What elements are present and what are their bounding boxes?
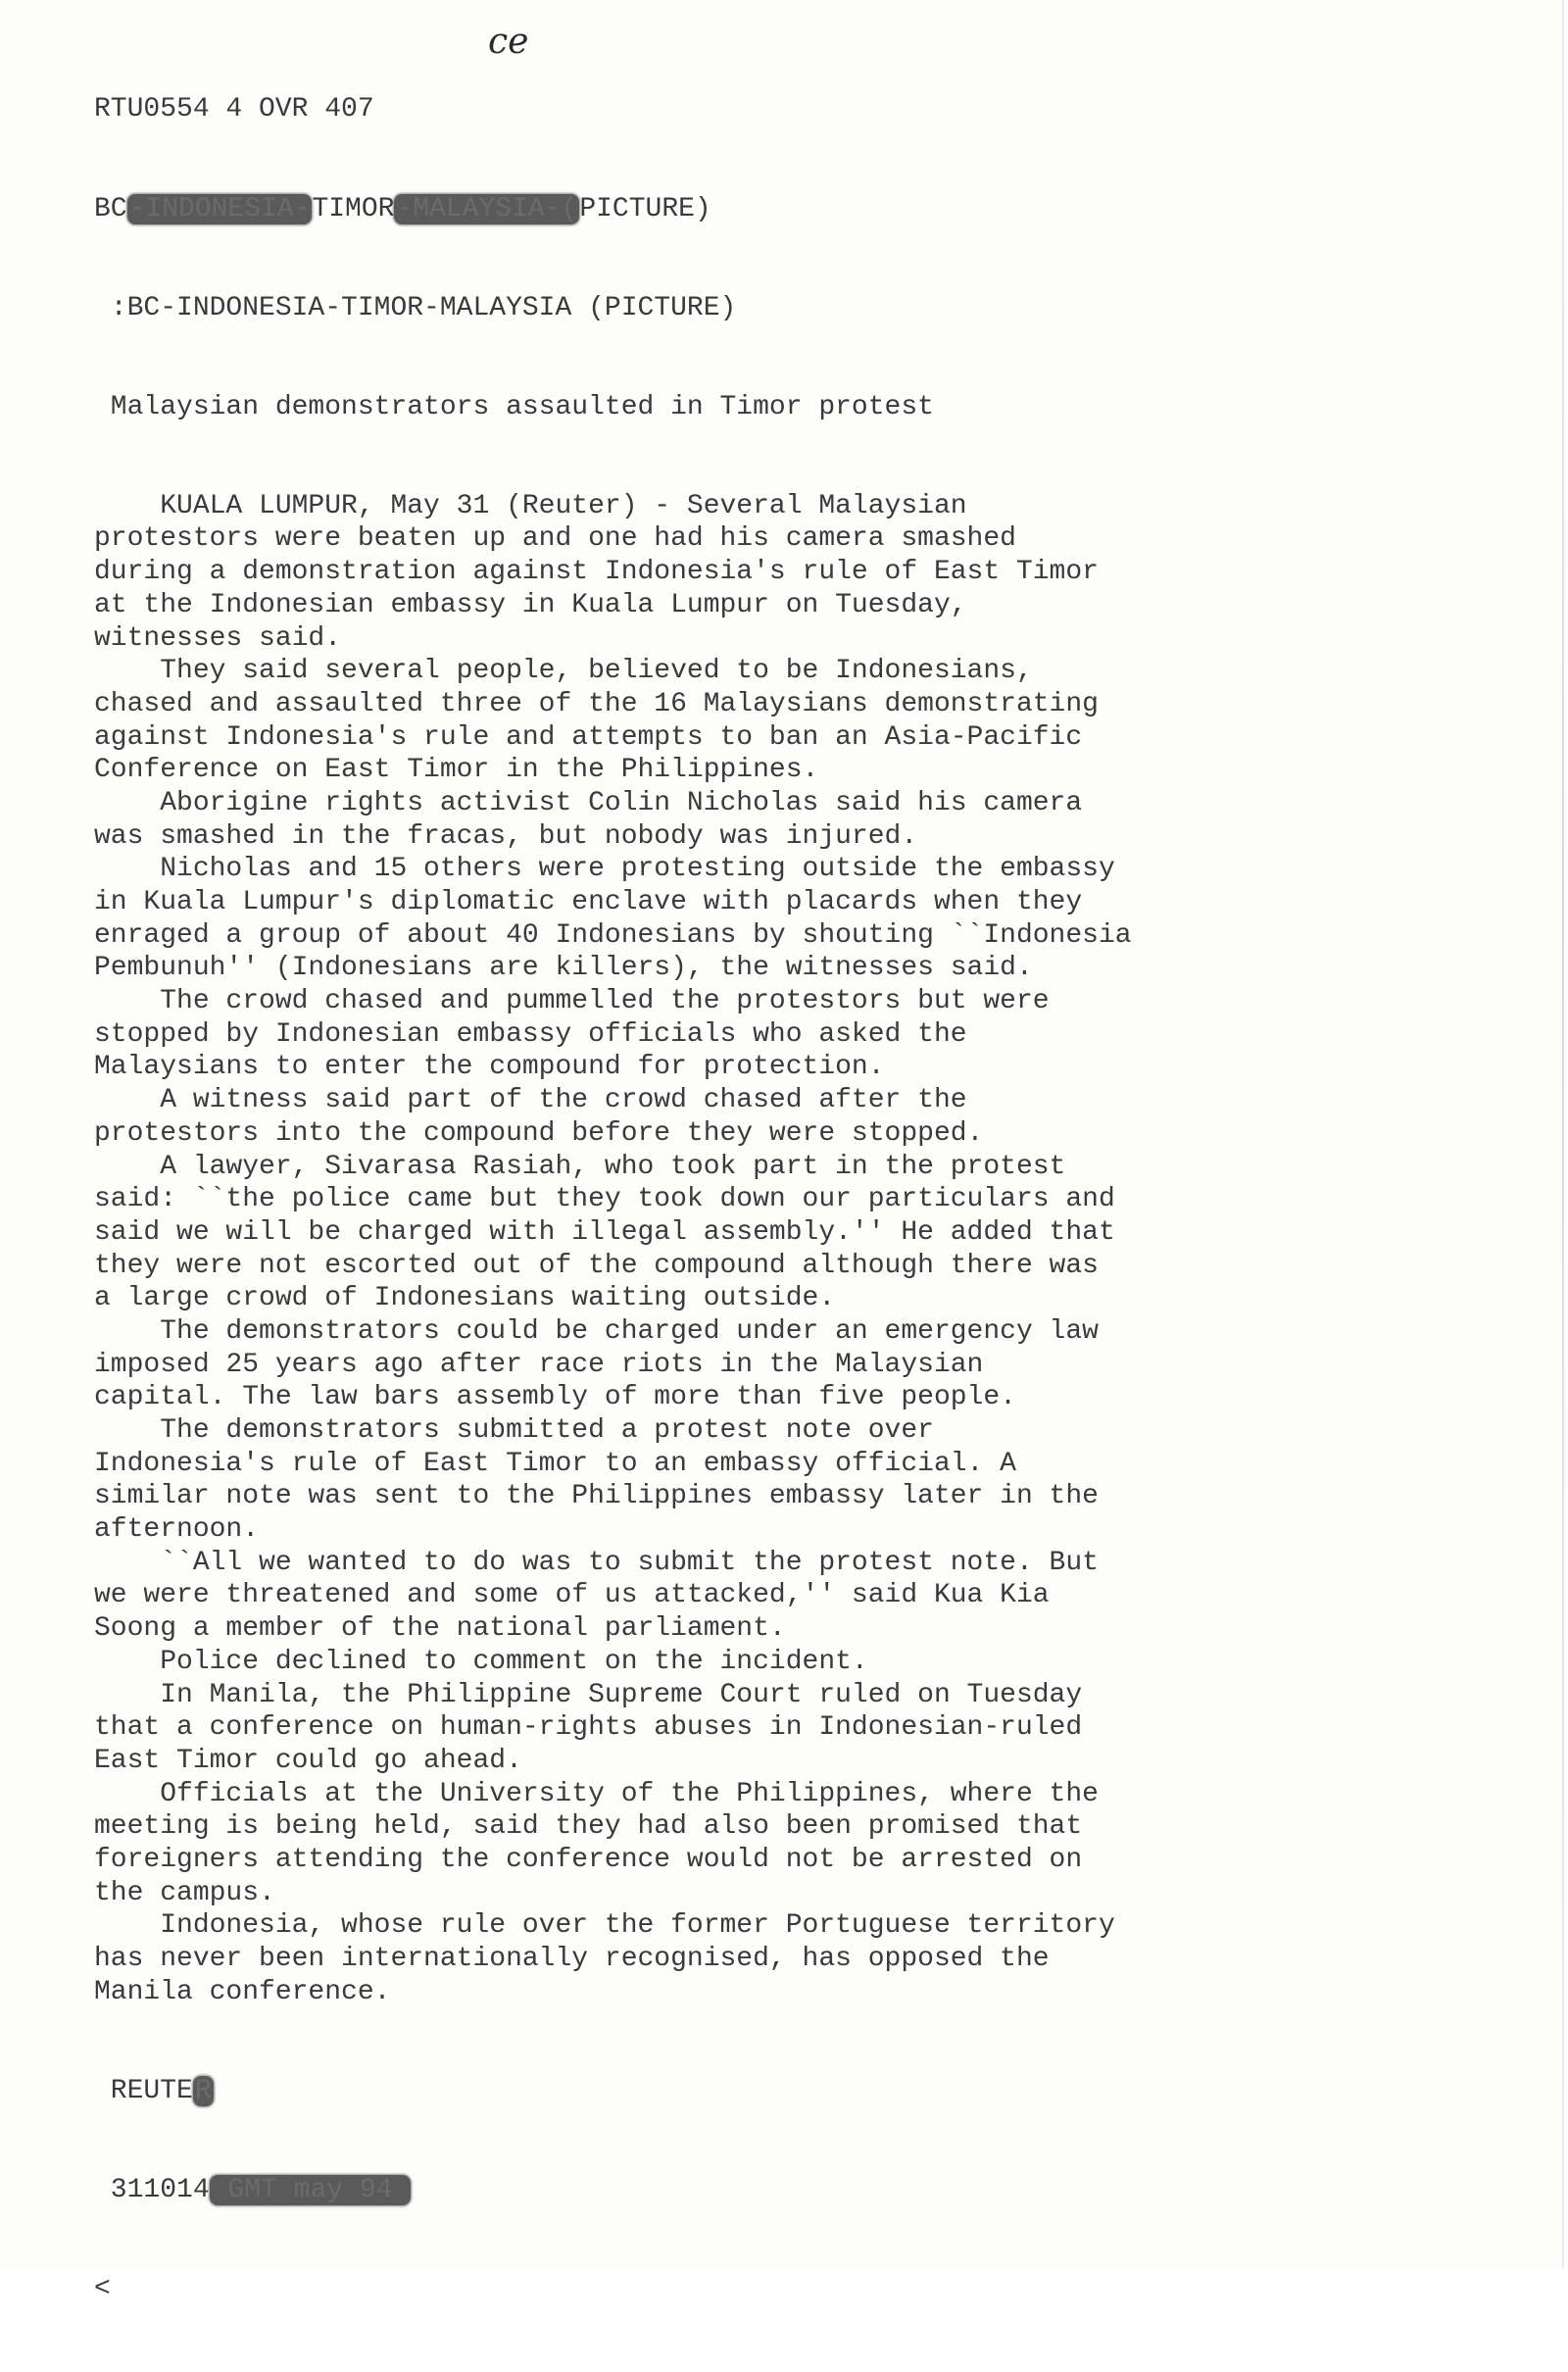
handwritten-initials: ce xyxy=(488,22,529,62)
category-mid: TIMOR xyxy=(312,193,395,224)
body-line: Police declined to comment on the incident. xyxy=(94,1646,868,1677)
body-line: A lawyer, Sivarasa Rasiah, who took part in the protest xyxy=(94,1151,1066,1182)
body-line: Indonesia's rule of East Timor to an embassy official. A xyxy=(94,1448,1016,1479)
body-line: during a demonstration against Indonesia's rule of East Timor xyxy=(94,557,1099,588)
body-line: enraged a group of about 40 Indonesians by shouting ``Indonesia xyxy=(94,919,1132,951)
body-line: said: ``the police came but they took down our particulars and xyxy=(94,1184,1115,1215)
body-line: Nicholas and 15 others were protesting outside the embassy xyxy=(94,854,1115,885)
body-line: at the Indonesian embassy in Kuala Lumpur on Tuesday, xyxy=(94,589,967,620)
slug-line xyxy=(94,93,1486,126)
body-line: Pembunuh'' (Indonesians are killers), the witnesses said. xyxy=(94,953,1033,984)
scan-edge xyxy=(1562,0,1564,2269)
body-line: similar note was sent to the Philippines embassy later in the xyxy=(94,1481,1099,1512)
wire-story xyxy=(94,27,1486,2372)
body-line: imposed 25 years ago after race riots in the Malaysian xyxy=(94,1349,984,1380)
body-line: they were not escorted out of the compound although there was xyxy=(94,1250,1099,1281)
category-suffix: PICTURE) xyxy=(579,193,711,224)
body-line: has never been internationally recognised, has opposed the xyxy=(94,1944,1050,1975)
redacted-marker: -MALAYSIA-( xyxy=(396,193,578,224)
category-prefix: BC xyxy=(94,193,127,224)
redacted-marker: R xyxy=(194,2075,212,2106)
body-line: The crowd chased and pummelled the protestors but were xyxy=(94,986,1050,1017)
body-line: KUALA LUMPUR, May 31 (Reuter) - Several Malaysian xyxy=(94,490,967,521)
keyword-line: :BC-INDONESIA-TIMOR-MALAYSIA (PICTURE) xyxy=(94,292,737,323)
body-line: Aborigine rights activist Colin Nicholas said his camera xyxy=(94,787,1083,818)
body-line: The demonstrators submitted a protest note over xyxy=(94,1415,934,1447)
body-line: ``All we wanted to do was to submit the protest note. But xyxy=(94,1547,1099,1578)
body-line: In Manila, the Philippine Supreme Court ruled on Tuesday xyxy=(94,1679,1083,1710)
end-mark: < xyxy=(94,2274,111,2304)
body-line: chased and assaulted three of the 16 Malaysians demonstrating xyxy=(94,688,1099,719)
body-line: Officials at the University of the Philippines, where the xyxy=(94,1778,1099,1809)
body-line: we were threatened and some of us attacked,'' said Kua Kia xyxy=(94,1580,1050,1611)
dateline-line xyxy=(94,2174,1486,2207)
dateline-text: 311014 xyxy=(94,2174,210,2205)
signoff-text: REUTE xyxy=(94,2075,193,2106)
body-line: A witness said part of the crowd chased after the xyxy=(94,1085,967,1116)
body-line: Malaysians to enter the compound for protection. xyxy=(94,1052,885,1083)
category-line xyxy=(94,193,1486,226)
redacted-marker: GMT may 94 xyxy=(211,2174,410,2205)
headline: Malaysian demonstrators assaulted in Timor protest xyxy=(94,391,934,422)
body-line: against Indonesia's rule and attempts to ban an Asia-Pacific xyxy=(94,721,1083,753)
body-line: capital. The law bars assembly of more than five people. xyxy=(94,1382,1016,1413)
body-line: said we will be charged with illegal assembly.'' He added that xyxy=(94,1216,1115,1248)
redacted-marker: -INDONESIA- xyxy=(128,193,311,224)
body-line: Indonesia, whose rule over the former Portuguese territory xyxy=(94,1910,1115,1942)
body-line: the campus. xyxy=(94,1877,275,1908)
body-line: foreigners attending the conference would not be arrested on xyxy=(94,1844,1083,1875)
body-line: a large crowd of Indonesians waiting outside. xyxy=(94,1283,836,1314)
body-line: afternoon. xyxy=(94,1514,260,1546)
body-line: The demonstrators could be charged under an emergency law xyxy=(94,1315,1099,1347)
body-line: protestors into the compound before they were stopped. xyxy=(94,1117,984,1149)
body-line: Conference on East Timor in the Philippines. xyxy=(94,755,819,786)
body-line: that a conference on human-rights abuses in Indonesian-ruled xyxy=(94,1712,1083,1744)
signoff-line xyxy=(94,2075,1486,2108)
slug-text: RTU0554 4 OVR 407 xyxy=(94,94,374,125)
body-line: protestors were beaten up and one had his camera smashed xyxy=(94,523,1016,555)
body-line: was smashed in the fracas, but nobody was injured. xyxy=(94,820,918,852)
body-line: in Kuala Lumpur's diplomatic enclave with placards when they xyxy=(94,887,1083,918)
body-line: Manila conference. xyxy=(94,1976,391,2007)
body-line: East Timor could go ahead. xyxy=(94,1745,522,1776)
body-line: meeting is being held, said they had also been promised that xyxy=(94,1811,1083,1843)
body-line: Soong a member of the national parliament. xyxy=(94,1613,786,1645)
story-body xyxy=(94,490,1486,2009)
body-line: witnesses said. xyxy=(94,622,342,654)
body-line: stopped by Indonesian embassy officials who asked the xyxy=(94,1018,967,1050)
body-line: They said several people, believed to be Indonesians, xyxy=(94,656,1033,687)
